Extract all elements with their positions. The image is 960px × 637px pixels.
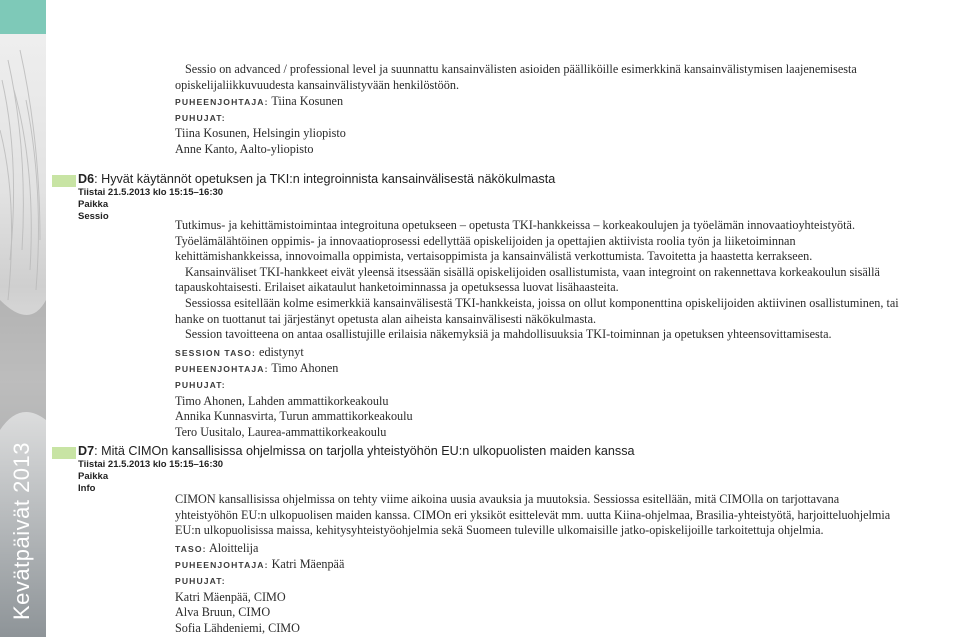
- session-paragraph: Kansainväliset TKI-hankkeet eivät yleensä itsessään sisällä opiskelijoiden osallistumista, vaan integroint on rakennettava korkeakoulun sisällä tapauskohtaisesti. Erilaiset aikataulut hanketoiminnassa ja opetuksessa luovat lisähaasteita.: [175, 264, 880, 295]
- speaker-item: Tero Uusitalo, Laurea-ammattikorkeakoulu: [175, 424, 387, 439]
- session-paragraph: CIMON kansallisissa ohjelmissa on tehty viime aikoina uusia avauksia ja muutoksia. Sessiossa esitellään, mitä CIMOlla on tarjottavana yhteistyöhön EU:n ulkopuolisen maiden kanssa. CIMOn eri yksiköt esittelevät mm. uutta Kiina-ohjelmaa, Brasilia-yhteistyötä, harjoitteluohjelmia EU:n ulkopuolisissa maissa, kehitysyhteistyöohjelmia sekä Suomeen tuleville ulkomaisille jatko-opiskelijoille tarkoitettuja ohjelmia.: [175, 492, 891, 538]
- session-d7-title: D7: Mitä CIMOn kansallisissa ohjelmissa on tarjolla yhteistyöhön EU:n ulkopuolisten maiden kanssa: [78, 444, 635, 458]
- session-time: Tiistai 21.5.2013 klo 15:15–16:30: [78, 459, 224, 470]
- session-type: Sessio: [78, 211, 109, 222]
- speaker-item: Tiina Kosunen, Helsingin yliopisto: [175, 126, 346, 141]
- session-place: Paikka: [78, 199, 109, 210]
- session-type: Info: [78, 483, 96, 494]
- intro-chair: Tiina Kosunen: [271, 94, 344, 109]
- level-value: edistynyt: [259, 344, 304, 359]
- chair-label: PUHEENJOHTAJA:: [175, 560, 269, 571]
- intro-speakers-label: PUHUJAT:: [175, 112, 226, 123]
- session-d6-title: D6: Hyvät käytännöt opetuksen ja TKI:n integroinnista kansainvälisestä näkökulmasta: [78, 172, 556, 186]
- session-d7-body: [175, 492, 905, 636]
- speaker-item: Anne Kanto, Aalto-yliopisto: [175, 141, 314, 156]
- section-color-bar: [52, 447, 76, 459]
- session-place: Paikka: [78, 471, 109, 482]
- session-paragraph: Tutkimus- ja kehittämistoimintaa integroituna opetukseen – opetusta TKI-hankkeissa – korkeakoulujen ja työelämän innovaatioyhteistyötä. Työelämälähtöinen oppimis- ja innovaatioprosessi edellyttää opiskelijoiden ja opettajien aktiivista roolia työn ja liiketoiminnan kehittämishankkeissa, innovoimalla oppimista, vertaisoppimista ja kansainvälistä verkottumista. Tavoitetta ja haastetta kerrakseen.: [175, 218, 855, 264]
- session-d7-meta: [78, 459, 223, 495]
- level-label: TASO:: [175, 543, 207, 554]
- chair-name: Timo Ahonen: [271, 361, 339, 376]
- speaker-item: Katri Mäenpää, CIMO: [175, 589, 286, 604]
- speaker-item: Alva Bruun, CIMO: [175, 605, 271, 620]
- session-time: Tiistai 21.5.2013 klo 15:15–16:30: [78, 187, 224, 198]
- intro-chair-label: PUHEENJOHTAJA:: [175, 97, 269, 108]
- decorative-side-strip: [0, 0, 46, 637]
- level-label: SESSION TASO:: [175, 347, 256, 358]
- intro-description: Sessio on advanced / professional level ja suunnattu kansainvälisten asioiden päälliköille esimerkkinä kansainvälistymisen laajenemisesta opiskelijaliikkuvuudesta kansainvälistyvään henkilöstöön.: [175, 62, 857, 92]
- speakers-label: PUHUJAT:: [175, 379, 226, 390]
- speaker-item: Sofia Lähdeniemi, CIMO: [175, 620, 300, 635]
- speaker-item: Timo Ahonen, Lahden ammattikorkeakoulu: [175, 393, 389, 408]
- session-paragraph: Session tavoitteena on antaa osallistujille erilaisia näkemyksiä ja mahdollisuuksia TKI-toiminnan ja opetuksen yhteensovittamisesta.: [185, 327, 832, 342]
- intro-session-block: [175, 62, 905, 158]
- level-value: Aloittelija: [208, 540, 259, 555]
- speaker-item: Annika Kunnasvirta, Turun ammattikorkeakoulu: [175, 409, 413, 424]
- speakers-label: PUHUJAT:: [175, 575, 226, 586]
- vertical-event-label: Kevätpäivät 2013: [9, 441, 34, 620]
- session-paragraph: Sessiossa esitellään kolme esimerkkiä kansainvälisestä TKI-hankkeista, joissa on ollut komponenttina opiskelijoiden aktiivinen osallistuminen, tai hanke on tuottanut tai järjestänyt opetusta alan aiheista kansainvälisesti näkökulmasta.: [175, 295, 899, 326]
- session-d6-body: [175, 218, 905, 440]
- chair-label: PUHEENJOHTAJA:: [175, 364, 269, 375]
- section-color-bar: [52, 175, 76, 187]
- chair-name: Katri Mäenpää: [271, 557, 345, 572]
